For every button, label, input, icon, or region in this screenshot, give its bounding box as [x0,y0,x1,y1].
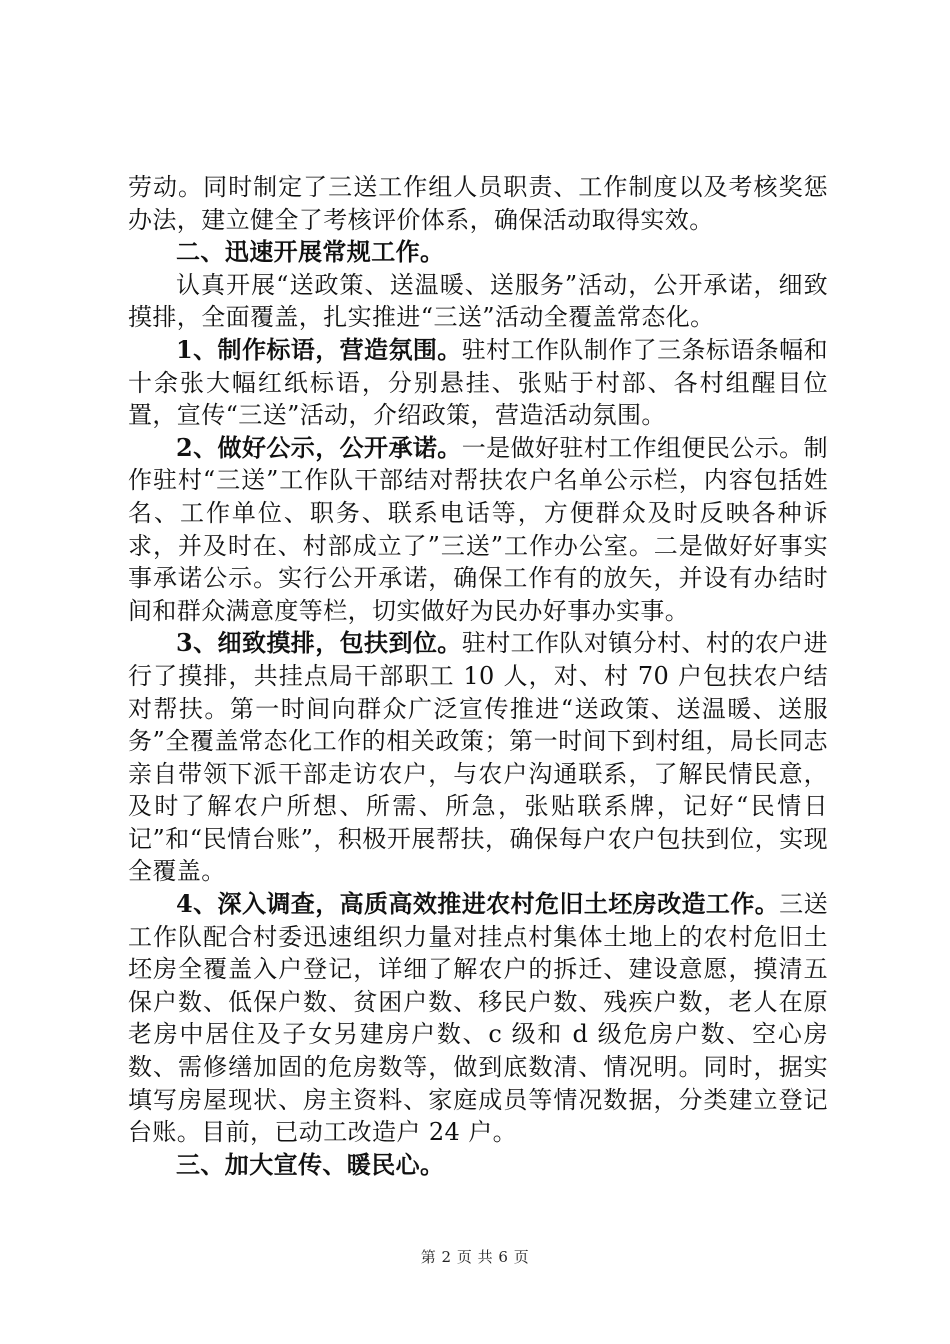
item-4-text: 三送工作队配合村委迅速组织力量对挂点村集体土地上的农村危旧土坯房全覆盖入户登记，详细了解农户的拆迁、建设意愿，摸清五保户数、低保户数、贫困户数、移民户数、残疾户数，老人在原老房中居住及子女另建房户数、c 级和 d 级危房户数、空心房数、需修缮加固的危房数等，做到底数清、情况明。同时，据实填写房屋现状、房主资料、家庭成员等情况数据，分类建立登记台账。目前，已动工改造户 24 户。 [128,890,828,1147]
item-4-lead: 4、深入调查，高质高效推进农村危旧土坯房改造工作。 [176,889,780,919]
item-2-lead: 2、做好公示，公开承诺。 [176,432,462,462]
paragraph-item-1 [128,334,828,432]
document-body [128,171,828,1181]
item-3-lead: 3、细致摸排，包扶到位。 [176,628,462,658]
item-1-lead: 1、制作标语，营造氛围。 [176,334,462,364]
page-number-footer: 第 2 页 共 6 页 [420,1248,530,1266]
item-1-text: 驻村工作队制作了三条标语条幅和十余张大幅红纸标语，分别悬挂、张贴于村部、各村组醒目位置，宣传“三送”活动，介绍政策，营造活动氛围。 [128,335,829,430]
paragraph-item-2 [128,432,828,628]
paragraph-item-4 [128,888,828,1149]
section-heading-2: 二、迅速开展常规工作。 [176,237,445,267]
paragraph-intro: 认真开展“送政策、送温暖、送服务”活动，公开承诺，细致摸排，全面覆盖，扎实推进“三送”活动全覆盖常态化。 [128,270,828,332]
item-2-text: 一是做好驻村工作组便民公示。制作驻村“三送”工作队干部结对帮扶农户名单公示栏，内容包括姓名、工作单位、职务、联系电话等，方便群众及时反映各种诉求，并及时在、村部成立了”三送”工作办公室。二是做好好事实事承诺公示。实行公开承诺，确保工作有的放矢，并设有办结时间和群众满意度等栏，切实做好为民办好事办实事。 [128,433,829,625]
item-3-text: 驻村工作队对镇分村、村的农户进行了摸排，共挂点局干部职工 10 人，对、村 70 户包扶农户结对帮扶。第一时间向群众广泛宣传推进“送政策、送温暖、送服务”全覆盖常态化工作的相关政策；第一时间下到村组，局长同志亲自带领下派干部走访农户，与农户沟通联系，了解民情民意，及时了解农户所想、所需、所急，张贴联系牌，记好“民情日记”和“民情台账”，积极开展帮扶，确保每户农户包扶到位，实现全覆盖。 [128,629,829,886]
paragraph-continuation: 劳动。同时制定了三送工作组人员职责、工作制度以及考核奖惩办法，建立健全了考核评价体系，确保活动取得实效。 [128,173,828,234]
section-heading-3: 三、加大宣传、暖民心。 [176,1149,445,1179]
paragraph-item-3 [128,627,828,888]
